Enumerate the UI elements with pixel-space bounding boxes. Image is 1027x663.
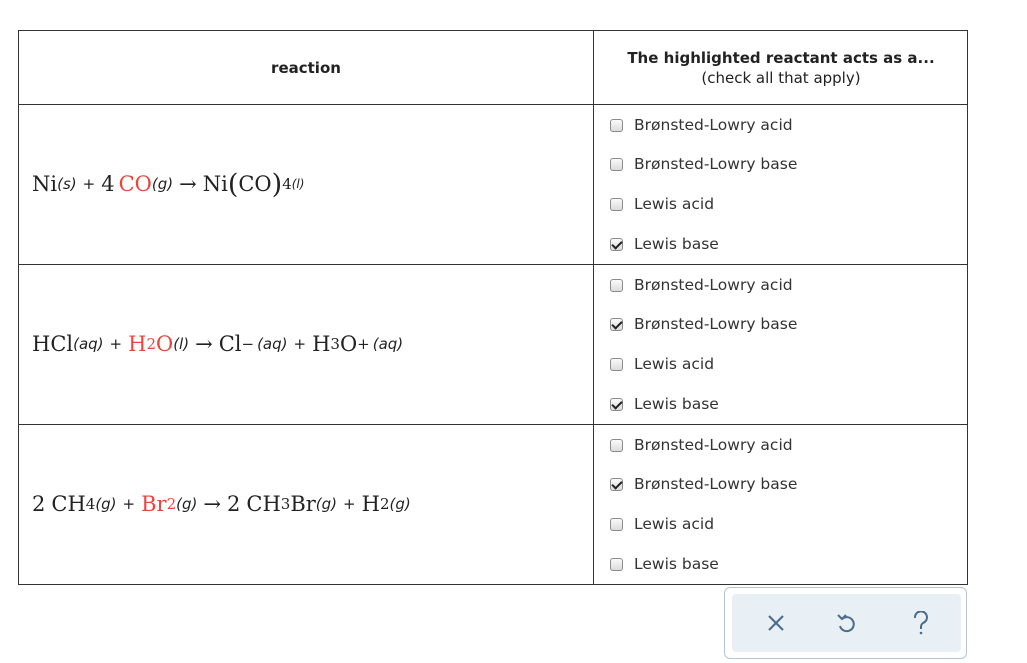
clear-button[interactable] [759, 606, 793, 640]
option-bronsted-base[interactable] [610, 473, 797, 495]
option-bronsted-acid[interactable] [610, 274, 793, 296]
header-role-note: (check all that apply) [701, 68, 861, 87]
checkbox[interactable] [610, 158, 623, 171]
option-lewis-base[interactable] [610, 233, 719, 255]
checkbox[interactable] [610, 518, 623, 531]
option-lewis-acid[interactable] [610, 353, 714, 375]
option-label: Lewis acid [634, 355, 715, 373]
option-label: Lewis acid [634, 515, 715, 533]
checkbox[interactable] [610, 398, 623, 411]
option-label: Lewis acid [634, 195, 715, 213]
role-options [593, 104, 968, 264]
table-row [19, 424, 967, 584]
reaction-equation: Ni (s) + 4 CO (g) → Ni ( CO ) 4 (l) [32, 168, 305, 200]
reaction-equation: HCl (aq) + H 2 O (l) → Cl − (aq) + H 3 O + (aq) [32, 332, 404, 356]
checkbox[interactable] [610, 439, 623, 452]
option-label: Brønsted-Lowry base [634, 475, 798, 493]
option-label: Brønsted-Lowry acid [634, 436, 793, 454]
undo-button[interactable] [829, 606, 863, 640]
table-row [19, 104, 967, 265]
help-button[interactable] [904, 606, 938, 640]
option-label: Lewis base [634, 235, 719, 253]
question-icon [912, 611, 930, 635]
checkbox[interactable] [610, 478, 623, 491]
table-header [19, 31, 967, 105]
option-lewis-acid[interactable] [610, 193, 714, 215]
header-role [593, 31, 968, 104]
option-label: Brønsted-Lowry acid [634, 276, 793, 294]
checkbox[interactable] [610, 198, 623, 211]
option-lewis-base[interactable] [610, 393, 719, 415]
option-label: Brønsted-Lowry base [634, 155, 798, 173]
table-row [19, 264, 967, 425]
option-label: Lewis base [634, 395, 719, 413]
checkbox[interactable] [610, 358, 623, 371]
x-icon [767, 614, 785, 632]
option-lewis-base[interactable] [610, 553, 719, 575]
checkbox[interactable] [610, 558, 623, 571]
answer-toolbar [724, 587, 967, 659]
role-options [593, 264, 968, 424]
option-label: Brønsted-Lowry base [634, 315, 798, 333]
checkbox[interactable] [610, 279, 623, 292]
option-bronsted-acid[interactable] [610, 114, 793, 136]
option-lewis-acid[interactable] [610, 513, 714, 535]
option-label: Brønsted-Lowry acid [634, 116, 793, 134]
reaction-equation: 2 CH 4 (g) + Br 2 (g) → 2 CH 3 Br (g) + H 2 (g) [32, 492, 411, 516]
undo-icon [836, 612, 856, 634]
option-bronsted-base[interactable] [610, 313, 797, 335]
reaction-table [18, 30, 968, 585]
checkbox[interactable] [610, 318, 623, 331]
role-options [593, 424, 968, 584]
option-label: Lewis base [634, 555, 719, 573]
checkbox[interactable] [610, 119, 623, 132]
header-role-title: The highlighted reactant acts as a... [627, 48, 935, 67]
option-bronsted-base[interactable] [610, 153, 797, 175]
header-reaction: reaction [271, 58, 341, 77]
checkbox[interactable] [610, 238, 623, 251]
option-bronsted-acid[interactable] [610, 434, 793, 456]
toolbar-buttons [732, 594, 961, 652]
